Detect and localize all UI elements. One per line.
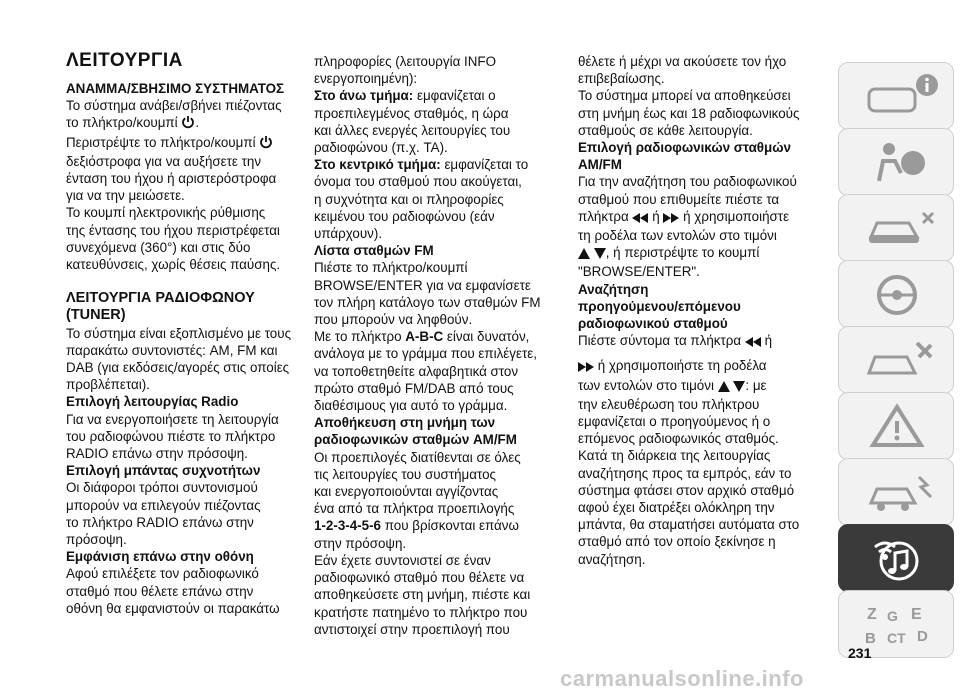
heading-display: Εμφάνιση επάνω στην οθόνη <box>66 549 254 565</box>
text-line: είναι δυνατόν, <box>443 329 530 345</box>
heading-station-select: Επιλογή ραδιοφωνικών σταθμών <box>578 140 791 156</box>
label-top-section: Στο άνω τμήμα: <box>314 88 414 104</box>
seek-forward-icon <box>663 210 679 227</box>
text-line: μπάντα, θα σταματήσει αυτόματα στο <box>578 517 800 533</box>
tab-starting[interactable] <box>838 194 954 262</box>
text-line: Για την αναζήτηση του ραδιοφωνικού <box>578 174 797 190</box>
text-line: κρατήστε πατημένο το πλήκτρο που <box>314 604 528 620</box>
heading-prev-next: Αναζήτηση <box>578 281 649 297</box>
text-line: η συχνότητα και οι πληροφορίες <box>314 191 504 207</box>
text-line: Το σύστημα μπορεί να αποθηκεύσει <box>578 88 791 104</box>
heading-fm-list: Λίστα σταθμών FM <box>314 243 434 259</box>
text-line: Για να ενεργοποιήσετε τη λειτουργία <box>66 411 279 427</box>
text-line: αναζήτηση. <box>578 551 646 567</box>
seek-back-icon <box>632 210 648 227</box>
text-line: οθόνη θα εμφανιστούν οι παρακάτω <box>66 600 280 616</box>
warning-triangle-icon <box>861 401 941 451</box>
tab-multimedia[interactable] <box>838 524 954 592</box>
preset-keys-label: 1-2-3-4-5-6 <box>314 518 381 534</box>
text-line: σταθμό που θέλετε επάνω στην <box>66 583 254 599</box>
airbag-person-icon <box>861 137 941 187</box>
text-line: επιβεβαίωσης. <box>578 71 665 87</box>
text-line: σταθμό από τον οποίο ξεκίνησε η <box>578 534 776 550</box>
text-line: ή χρησιμοποιήστε τη ροδέλα <box>597 358 767 374</box>
text-line: κειμένου του ραδιοφώνου (εάν <box>314 208 495 224</box>
seek-back-icon <box>745 334 761 351</box>
text-line: "BROWSE/ENTER". <box>578 264 700 280</box>
car-wrench-icon <box>861 335 941 385</box>
svg-text:CT: CT <box>887 630 906 646</box>
text-line: που μπορούν να ληφθούν. <box>314 312 473 328</box>
text-line: Το σύστημα ανάβει/σβήνει πιέζοντας <box>66 98 282 114</box>
text-line: το πλήκτρο RADIO επάνω στην <box>66 514 254 530</box>
text-line: των εντολών στο τιμόνι <box>578 377 714 393</box>
svg-text:E: E <box>911 606 922 623</box>
text-line: πρώτο σταθμό FM/DAB από τους <box>314 380 514 396</box>
heading-tuner: ΛΕΙΤΟΥΡΓΙΑ ΡΑΔΙΟΦΩΝΟΥ <box>66 290 255 307</box>
svg-text:D: D <box>917 628 928 645</box>
heading-prev-next: προηγούμενου/επόμενου <box>578 298 741 314</box>
svg-text:B: B <box>865 630 876 647</box>
text-line: , ή περιστρέψτε το κουμπί <box>605 245 760 261</box>
text-line: στην πρόσοψη. <box>314 535 407 551</box>
text-line: Οι διάφοροι τρόποι συντονισμού <box>66 480 258 496</box>
text-line: πλήκτρα <box>578 208 629 224</box>
chapter-tabs <box>828 40 960 647</box>
text-line: διαθέσιμους για αυτό το γράμμα. <box>314 398 508 414</box>
text-line: εμφανίζεται ο <box>413 88 496 104</box>
text-line: ή <box>652 208 660 224</box>
text-line: όνομα του σταθμού που ακούγεται, <box>314 174 522 190</box>
power-button-icon <box>259 135 273 153</box>
text-line: ανάλογα με το γράμμα που επιλέγετε, <box>314 346 537 362</box>
text-line: μπορούν να επιλεγούν πιέζοντας <box>66 497 261 513</box>
heading-band: Επιλογή μπάντας συχνοτήτων <box>66 463 261 479</box>
text-line: DAB (για εκδόσεις/αγορές στις οποίες <box>66 360 290 376</box>
text-line: της έντασης του ήχου περιστρέφεται <box>66 222 280 238</box>
text-line: σύστημα φτάσει στον αρχικό σταθμό <box>578 482 795 498</box>
text-line: και άλλες ενεργές λειτουργίες του <box>314 122 511 138</box>
heading-tuner: (TUNER) <box>66 307 126 324</box>
text-line: Πιέστε το πλήκτρο/κουμπί <box>314 260 468 276</box>
svg-text:G: G <box>887 608 898 624</box>
text-line: κατευθύνσεις, χωρίς θέσεις παύσης. <box>66 257 281 273</box>
multimedia-music-icon <box>861 533 941 583</box>
alphabet-index-icon <box>861 599 941 649</box>
text-line: ή χρησιμοποιήστε <box>683 208 790 224</box>
text-line: του ραδιοφώνου πιέστε το πλήκτρο <box>66 428 276 444</box>
car-start-icon <box>861 203 941 253</box>
text-line: συνεχόμενα (360°) και στις δύο <box>66 239 251 255</box>
car-info-icon <box>861 71 941 121</box>
text-line: BROWSE/ENTER για να εμφανίσετε <box>314 277 531 293</box>
heading-radio-mode: Επιλογή λειτουργίας Radio <box>66 394 239 410</box>
text-line: ραδιοφωνικό σταθμό που θέλετε να <box>314 570 525 586</box>
text-line: ραδιοφώνου (π.χ. TA). <box>314 140 448 156</box>
text-line: δεξιόστροφα για να αυξήσετε την <box>66 153 262 169</box>
text-line: Το σύστημα είναι εξοπλισμένο με τους <box>66 325 292 341</box>
text-line: εμφανίζεται το <box>440 157 529 173</box>
text-line: ένταση του ήχου ή αριστερόστροφα <box>66 171 277 187</box>
text-line: που βρίσκονται επάνω <box>380 518 519 534</box>
watermark: carmanualsonline.info <box>560 666 804 691</box>
text-line: RADIO επάνω στην πρόσοψη. <box>66 446 248 462</box>
text-line: παρακάτω συντονιστές: AM, FM και <box>66 342 278 358</box>
abc-key-label: A-B-C <box>405 329 444 345</box>
text-line: υπάρχουν). <box>314 226 383 242</box>
text-line: Αφού επιλέξετε τον ραδιοφωνικό <box>66 566 259 582</box>
text-line: εμφανίζεται ο προηγούμενος ή ο <box>578 414 771 430</box>
text-line: την ελευθέρωση του πλήκτρου <box>578 396 760 412</box>
tab-steering[interactable] <box>838 260 954 328</box>
text-line: σταθμούς σε κάθε λειτουργία. <box>578 122 753 138</box>
tab-safety[interactable] <box>838 128 954 196</box>
heading-station-select: AM/FM <box>578 157 622 173</box>
text-line: επόμενος ραδιοφωνικός σταθμός. <box>578 431 779 447</box>
text-line: αναζήτησης προς τα εμπρός, εάν το <box>578 465 792 481</box>
text-line: στη μνήμη έως και 18 ραδιοφωνικούς <box>578 105 800 121</box>
text-line: τη ροδέλα των εντολών στο τιμόνι <box>578 228 777 244</box>
text-line: ενεργοποιημένη): <box>314 71 418 87</box>
arrow-down-icon <box>733 379 745 396</box>
text-line: αντιστοιχεί στην προεπιλογή που <box>314 621 510 637</box>
text-line: Περιστρέψτε το πλήκτρο/κουμπί <box>66 134 256 150</box>
text-line: πληροφορίες (λειτουργία INFO <box>314 54 497 69</box>
tab-emergency[interactable] <box>838 392 954 460</box>
heading-memory: Αποθήκευση στη μνήμη των <box>314 415 496 431</box>
column-1: ΛΕΙΤΟΥΡΓΙΑ ΑΝΑΜΜΑ/ΣΒΗΣΙΜΟ ΣΥΣΤΗΜΑΤΟΣ Το σύστημα ανάβει/σβήνει πιέζοντας το πλήκτρο/κουμπί . Περιστρέψτε το πλήκτρο/κουμπί δεξιόστροφα για να αυξήσετε την ένταση του ήχου ή αριστερόστροφα για να την μειώσετε. Το κουμπί ηλεκτρονικής ρύθμισης της έντασης του ήχου περιστρέφεται συνεχόμενα (360°) και στις δύο κατευθύνσεις, χωρίς θέσεις παύσης. ΛΕΙΤΟΥΡΓΙΑ ΡΑΔΙΟΦΩΝΟΥ (TUNER) Το σύστημα είναι εξοπλισμένο με τους παρακάτω συντονιστές: AM, FM και DAB (για εκδόσεις/αγορές στις οποίες προβλέπεται). Επιλογή λειτουργίας Radio Για να ενεργοποιήσετε τη λειτουργία του ραδιοφώνου πιέστε το πλήκτρο RADIO επάνω στην πρόσοψη. Επιλογή μπάντας συχνοτήτων Οι διάφοροι τρόποι συντονισμού μπορούν να επιλεγούν πιέζοντας το πλήκτρο RADIO επάνω στην πρόσοψη. Εμφάνιση επάνω στην οθόνη Αφού επιλέξετε τον ραδιοφωνικό σταθμό που θέλετε επάνω στην οθόνη θα εμφανιστούν οι παρακάτω <box>66 50 302 617</box>
car-crash-icon <box>861 467 941 517</box>
column-3 <box>578 53 830 568</box>
text-line: αφού έχει διατρέξει ολόκληρη την <box>578 500 775 516</box>
heading-prev-next: ραδιοφωνικού σταθμού <box>578 316 728 332</box>
text-line: Εάν έχετε συντονιστεί σε έναν <box>314 552 491 568</box>
heading-system-on-off: ΑΝΑΜΜΑ/ΣΒΗΣΙΜΟ ΣΥΣΤΗΜΑΤΟΣ <box>66 81 285 96</box>
column-2 <box>314 53 566 638</box>
seek-forward-icon <box>578 359 594 376</box>
tab-technical[interactable] <box>838 458 954 526</box>
arrow-up-icon <box>718 379 730 396</box>
heading-memory: ραδιοφωνικών σταθμών AM/FM <box>314 432 517 448</box>
text-line: Το κουμπί ηλεκτρονικής ρύθμισης <box>66 205 266 221</box>
text-line: το πλήκτρο/κουμπί <box>66 115 178 131</box>
page-number: 231 <box>848 645 872 661</box>
text-line: προβλέπεται). <box>66 377 150 393</box>
tab-car-info[interactable] <box>838 62 954 130</box>
text-line: τον πλήρη κατάλογο των σταθμών FM <box>314 294 541 310</box>
arrow-down-icon <box>594 246 606 263</box>
text-line: και ενεργοποιούνται αγγίζοντας <box>314 484 499 500</box>
text-line: : με <box>745 377 767 393</box>
text-line: να τοποθετηθείτε αλφαβητικά στον <box>314 363 519 379</box>
text-line: ένα από τα πλήκτρα προεπιλογής <box>314 501 515 517</box>
text-line: Κατά τη διάρκεια της λειτουργίας <box>578 448 771 464</box>
text-line: Οι προεπιλογές διατίθενται σε όλες <box>314 449 521 465</box>
steering-wheel-icon <box>861 269 941 319</box>
text-line: για να την μειώσετε. <box>66 188 185 204</box>
text-line: Με το πλήκτρο <box>314 329 406 345</box>
text-line: αποθηκεύσετε στη μνήμη, πιέστε και <box>314 587 531 603</box>
text-line: προεπιλεγμένος σταθμός, η ώρα <box>314 105 509 121</box>
label-center-section: Στο κεντρικό τμήμα: <box>314 157 441 173</box>
text-line: σταθμού που επιθυμείτε πιέστε τα <box>578 191 780 207</box>
text-line: ή <box>764 333 773 349</box>
tab-maintenance[interactable] <box>838 326 954 394</box>
text-line: τις λειτουργίες του συστήματος <box>314 466 497 482</box>
power-button-icon <box>181 115 195 133</box>
section-title: ΛΕΙΤΟΥΡΓΙΑ <box>66 50 183 71</box>
text-line: θέλετε ή μέχρι να ακούσετε τον ήχο <box>578 54 787 69</box>
text-line: πρόσοψη. <box>66 532 127 548</box>
arrow-up-icon <box>578 246 590 263</box>
svg-text:Z: Z <box>867 606 877 623</box>
text-line: Πιέστε σύντομα τα πλήκτρα <box>578 333 742 349</box>
